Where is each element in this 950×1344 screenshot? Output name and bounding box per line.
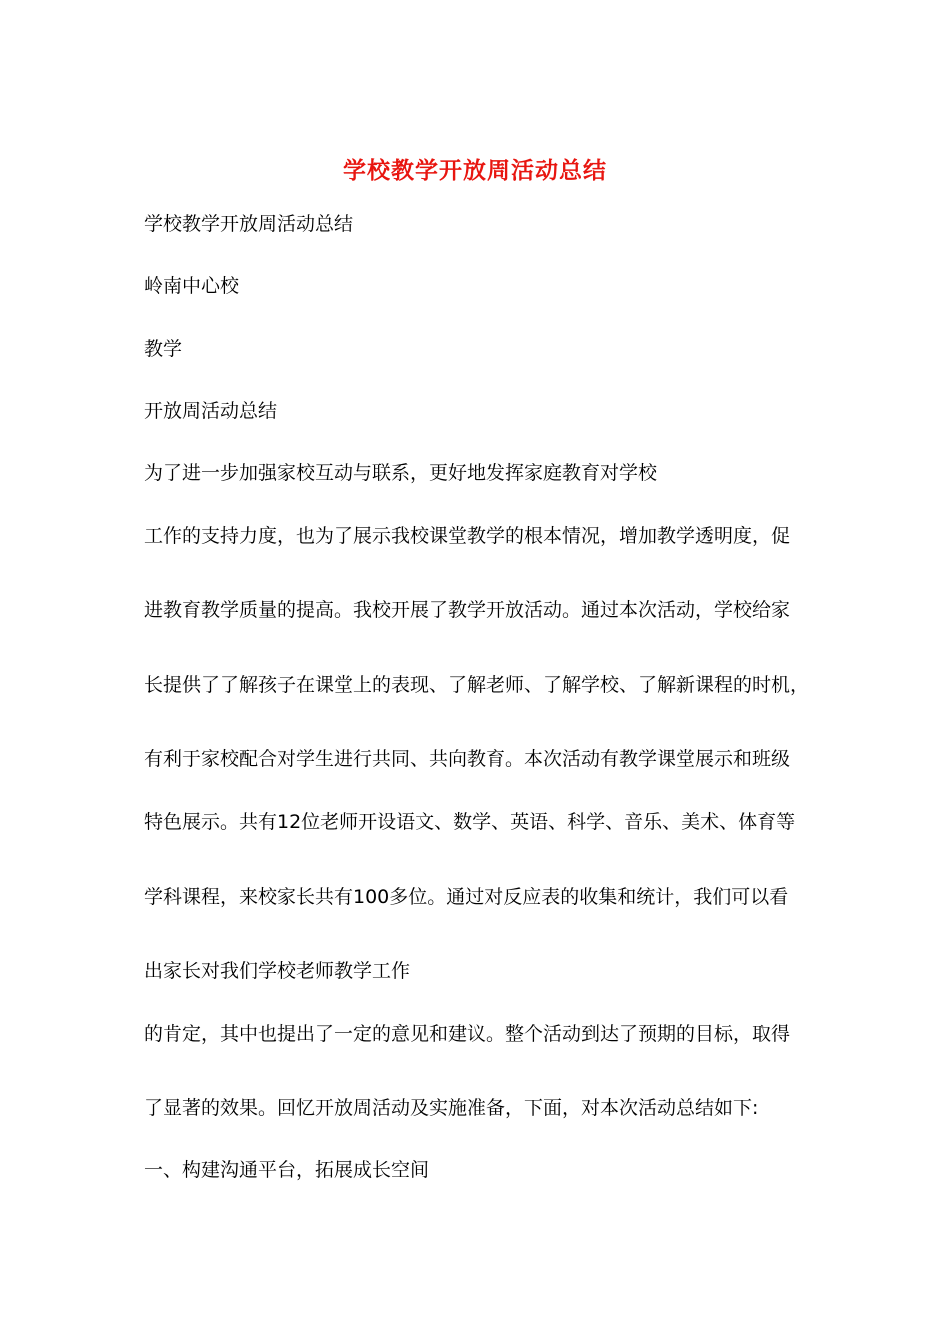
paragraph-line: 的肯定，其中也提出了一定的意见和建议。整个活动到达了预期的目标，取得 xyxy=(144,1023,791,1045)
paragraph-line: 有利于家校配合对学生进行共同、共向教育。本次活动有教学课堂展示和班级 xyxy=(144,748,791,770)
section-heading: 一、构建沟通平台，拓展成长空间 xyxy=(144,1159,430,1181)
paragraph-line: 了显著的效果。回忆开放周活动及实施准备，下面，对本次活动总结如下: xyxy=(144,1097,759,1119)
heading-line-1: 教学 xyxy=(144,338,183,360)
paragraph-line: 学科课程，来校家长共有100多位。通过对反应表的收集和统计，我们可以看 xyxy=(144,886,789,908)
paragraph-line: 特色展示。共有12位老师开设语文、数学、英语、科学、音乐、美术、体育等 xyxy=(144,811,796,833)
school-name-line: 岭南中心校 xyxy=(144,275,240,297)
paragraph-line: 为了进一步加强家校互动与联系，更好地发挥家庭教育对学校 xyxy=(144,462,658,484)
paragraph-line: 出家长对我们学校老师教学工作 xyxy=(144,960,411,982)
paragraph-line: 工作的支持力度，也为了展示我校课堂教学的根本情况，增加教学透明度，促 xyxy=(144,525,791,547)
paragraph-line: 进教育教学质量的提高。我校开展了教学开放活动。通过本次活动，学校给家 xyxy=(144,599,791,621)
paragraph-line: 长提供了了解孩子在课堂上的表现、了解老师、了解学校、了解新课程的时机， xyxy=(144,674,810,696)
heading-line-2: 开放周活动总结 xyxy=(144,400,278,422)
subtitle-line: 学校教学开放周活动总结 xyxy=(144,213,354,235)
document-title: 学校教学开放周活动总结 xyxy=(343,158,607,184)
